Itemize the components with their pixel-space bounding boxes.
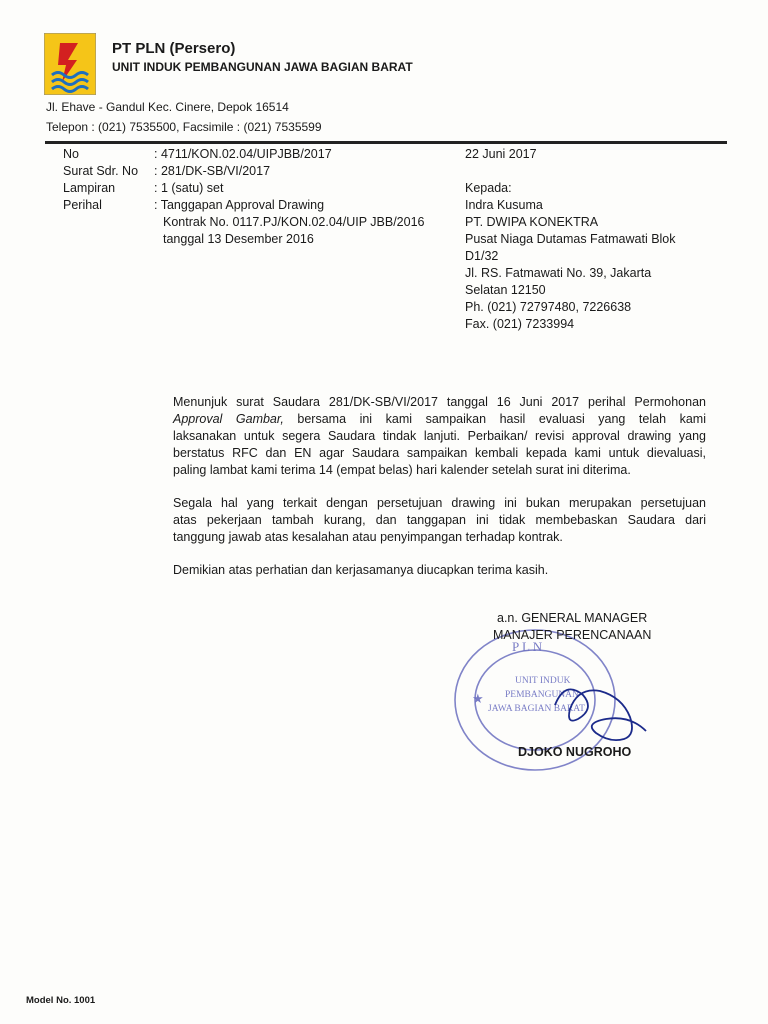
body-line: Demikian atas perhatian dan kerjasamanya diucapkan terima kasih. [173,563,549,577]
stamp-line: UNIT INDUK [515,676,571,686]
body-line: paling lambat kami terima 14 (empat belas) hari kalender setelah surat ini diterima. [173,463,631,477]
recipient-line: Indra Kusuma [465,198,543,212]
body-line: atas pekerjaan tambah kurang, dan tanggapan ini tidak membebaskan Saudara dari [173,513,706,527]
meta-value-kontrak: Kontrak No. 0117.PJ/KON.02.04/UIP JBB/2016 [163,215,425,229]
meta-label-perihal: Perihal [63,198,102,212]
body-paragraph-2 [173,495,706,546]
recipient-line: PT. DWIPA KONEKTRA [465,215,599,229]
letter-date: 22 Juni 2017 [465,147,537,161]
body-line: berstatus RFC dan EN agar Saudara sampaikan kembali kepada kami untuk dievaluasi, [173,446,706,460]
body-line: tanggung jawab atas kesalahan atau penyimpangan terhadap kontrak. [173,530,563,544]
pln-logo-icon [44,33,96,95]
model-number: Model No. 1001 [26,995,96,1006]
stamp-star-icon: ★ [472,691,484,706]
body-paragraph-1 [173,394,706,479]
recipient-line: Jl. RS. Fatmawati No. 39, Jakarta [465,266,652,280]
body-line: Menunjuk surat Saudara 281/DK-SB/VI/2017 tanggal 16 Juni 2017 perihal Permohonan [173,395,706,409]
company-contact: Telepon : (021) 7535500, Facsimile : (021) 7535599 [46,120,322,134]
meta-value-no: : 4711/KON.02.04/UIPJBB/2017 [154,147,332,161]
signature-role: MANAJER PERENCANAAN [493,628,652,642]
recipient-line: Selatan 12150 [465,283,546,297]
meta-value-perihal: : Tanggapan Approval Drawing [154,198,325,212]
meta-label-no: No [63,147,79,161]
body-line: laksanakan untuk segera Saudara tindak lanjuti. Perbaikan/ revisi approval drawing yang [173,429,706,443]
company-address: Jl. Ehave - Gandul Kec. Cinere, Depok 16514 [46,100,289,114]
body-line [173,411,706,428]
signatory-name: DJOKO NUGROHO [518,745,632,759]
body-italic: Approval Gambar, [173,412,284,426]
unit-name: UNIT INDUK PEMBANGUNAN JAWA BAGIAN BARAT [112,60,413,74]
company-name: PT PLN (Persero) [112,40,236,57]
header-divider [45,141,727,144]
body-line-rest: bersama ini kami sampaikan hasil evaluasi yang telah kami [297,412,706,426]
recipient-line: Ph. (021) 72797480, 7226638 [465,300,632,314]
stamp-ring-text: P L N [512,639,543,654]
meta-label-lampiran: Lampiran [63,181,116,195]
meta-value-lampiran: : 1 (satu) set [154,181,224,195]
stamp-line: JAWA BAGIAN BARAT [488,704,585,714]
stamp-line: PEMBANGUNAN [505,690,579,700]
recipient-line: Kepada: [465,181,512,195]
recipient-line: Pusat Niaga Dutamas Fatmawati Blok [465,232,676,246]
body-line: Segala hal yang terkait dengan persetujuan drawing ini bukan merupakan persetujuan [173,496,706,510]
meta-label-surat: Surat Sdr. No [63,164,139,178]
recipient-line: Fax. (021) 7233994 [465,317,575,331]
meta-value-tanggal: tanggal 13 Desember 2016 [163,232,314,246]
signature-title: a.n. GENERAL MANAGER [497,611,648,625]
meta-value-surat: : 281/DK-SB/VI/2017 [154,164,271,178]
handwritten-signature [545,665,665,755]
recipient-line: D1/32 [465,249,499,263]
body-paragraph-3 [173,562,706,579]
